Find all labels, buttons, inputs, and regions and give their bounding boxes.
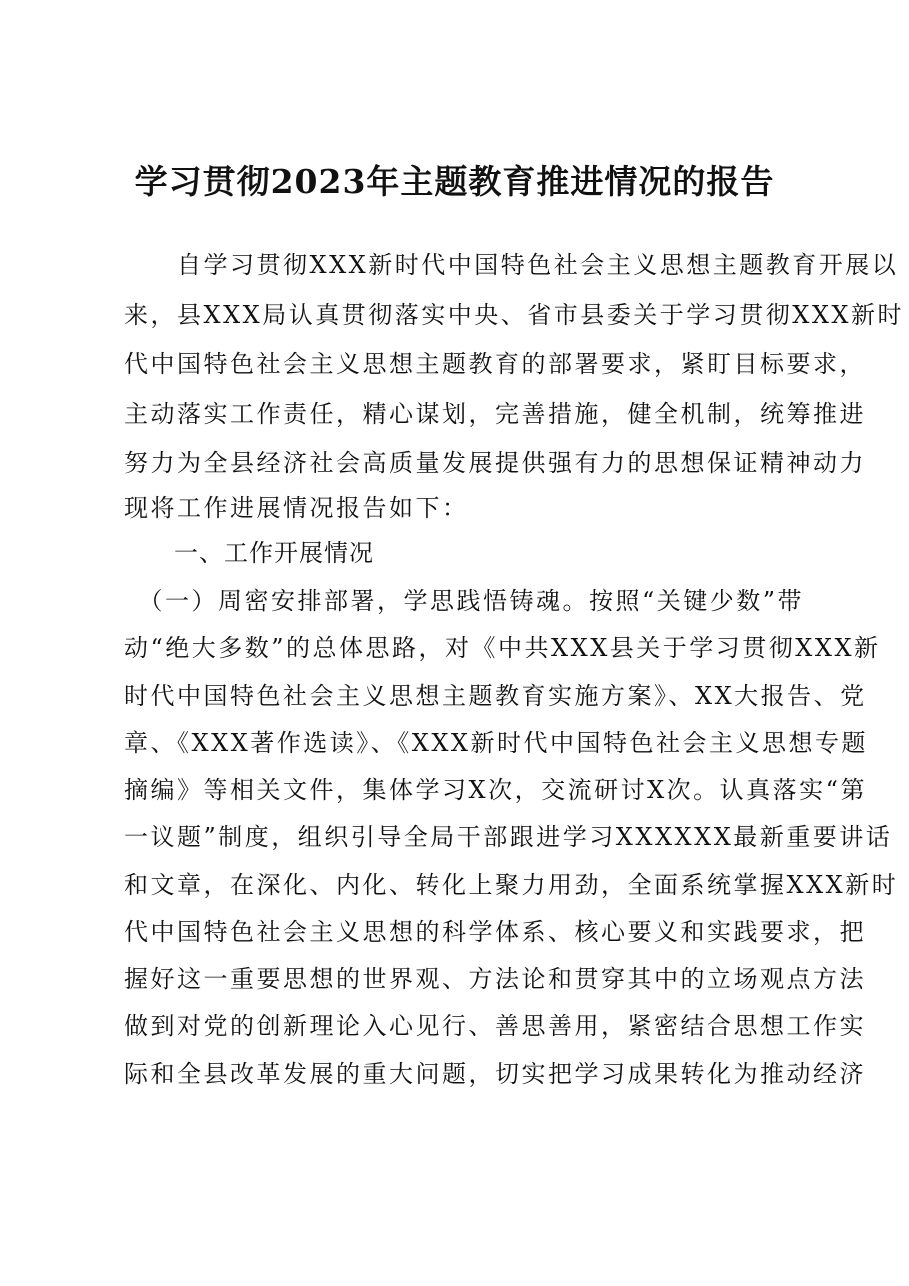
body-line: 代中国特色社会主义思想的科学体系、核心要义和实践要求，把 xyxy=(124,918,866,946)
body-line: 一议题”制度，组织引导全局干部跟进学习XXXXXX最新重要讲话 xyxy=(124,823,893,851)
body-line: 来，县XXX局认真贯彻落实中央、省市县委关于学习贯彻XXX新时 xyxy=(124,301,905,329)
section-heading: 一、工作开展情况 xyxy=(124,539,374,567)
body-line: 努力为全县经济社会高质量发展提供强有力的思想保证精神动力 xyxy=(124,449,866,477)
body-line: 现将工作进展情况报告如下： xyxy=(124,494,469,522)
body-line: 摘编》等相关文件，集体学习X次，交流研讨X次。认真落实“第 xyxy=(124,776,867,804)
body-line: 和文章，在深化、内化、转化上聚力用劲，全面系统掌握XXX新时 xyxy=(124,871,899,899)
body-line: （一）周密安排部署，学思践悟铸魂。按照“关键少数”带 xyxy=(124,587,805,615)
body-line: 际和全县改革发展的重大问题，切实把学习成果转化为推动经济 xyxy=(124,1060,866,1088)
body-line: 代中国特色社会主义思想主题教育的部署要求，紧盯目标要求， xyxy=(124,350,866,378)
body-line: 主动落实工作责任，精心谋划，完善措施，健全机制，统筹推进 xyxy=(124,400,866,428)
body-line: 做到对党的创新理论入心见行、善思善用，紧密结合思想工作实 xyxy=(124,1012,866,1040)
body-line: 时代中国特色社会主义思想主题教育实施方案》、XX大报告、党 xyxy=(124,682,867,710)
body-line: 动“绝大多数”的总体思路，对《中共XXX县关于学习贯彻XXX新 xyxy=(124,634,881,662)
body-line: 自学习贯彻XXX新时代中国特色社会主义思想主题教育开展以 xyxy=(124,251,899,279)
body-line: 章、《XXX著作选读》、《XXX新时代中国特色社会主义思想专题 xyxy=(124,729,869,757)
document-title: 学习贯彻2023年主题教育推进情况的报告 xyxy=(134,162,775,201)
body-line: 握好这一重要思想的世界观、方法论和贯穿其中的立场观点方法 xyxy=(124,965,866,993)
